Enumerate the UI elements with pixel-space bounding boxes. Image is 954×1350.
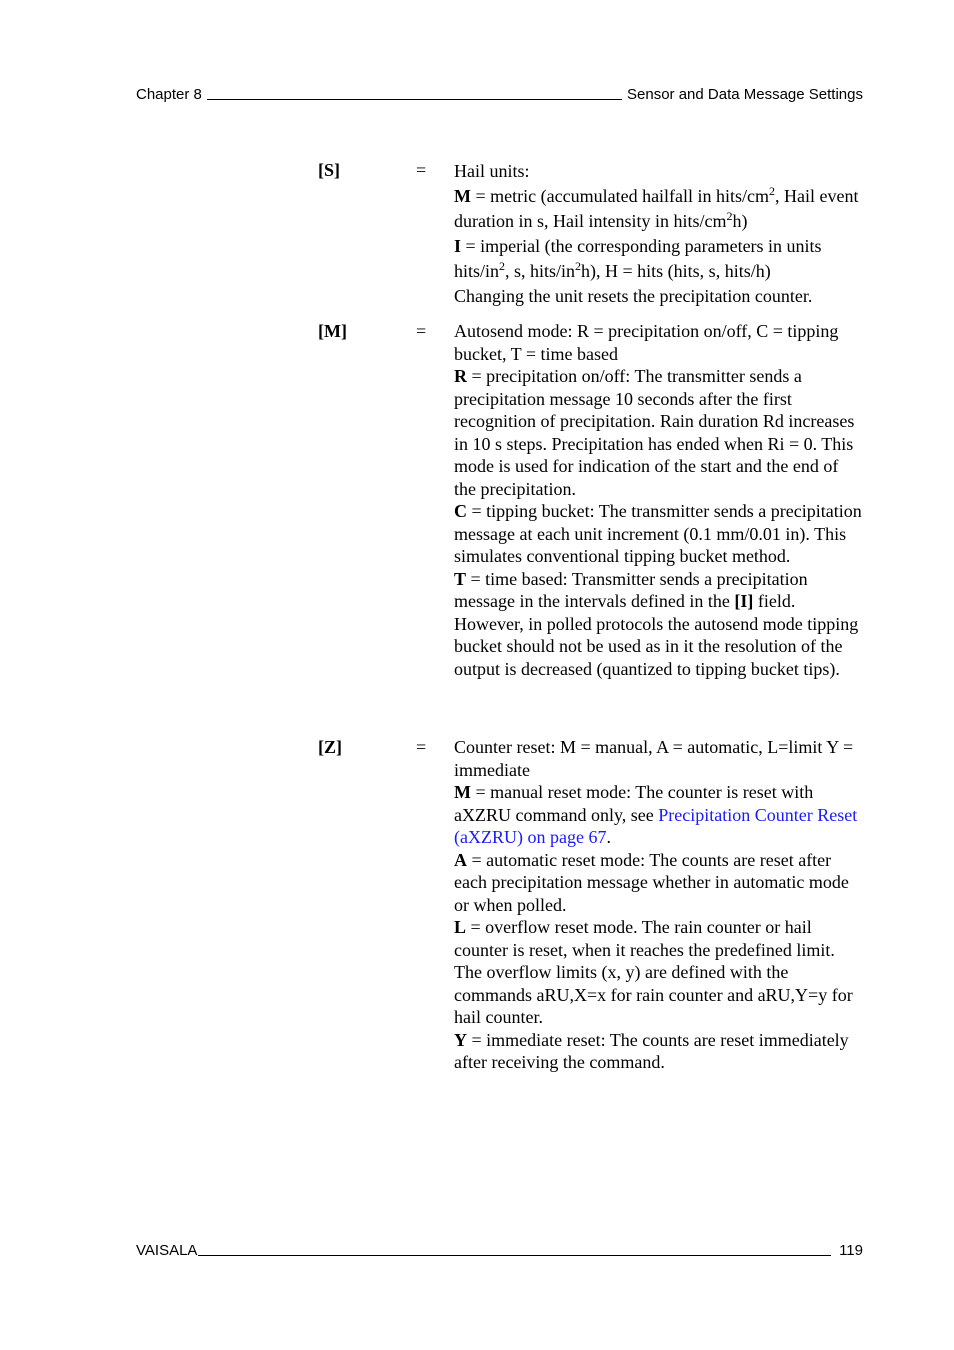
entry-description [454,736,864,1074]
brand-label: VAISALA [136,1242,198,1259]
entry-summary: Hail units: [454,161,530,181]
option-c: C = tipping bucket: The transmitter sends a precipitation message at each unit increment (0.1 mm/0.01 in). This simulates conventional tipping bucket method. [454,501,862,566]
equals-sign: = [416,160,427,180]
footer-rule [198,1255,831,1256]
option-metric: M = metric (accumulated hailfall in hits/$cm^2$, Hail event duration in s, Hail intensity in hits/$cm^2h$) [454,184,859,231]
chapter-label: Chapter 8 [136,86,202,103]
entry-summary: Counter reset: M = manual, A = automatic, L=limit Y = immediate [454,737,854,780]
equals-sign: = [416,737,427,757]
header-rule [207,99,622,100]
option-t: T = time based: Transmitter sends a precipitation message in the intervals defined in the [I] field. However, in polled protocols the autosend mode tipping bucket should not be used as in it the resolution of the output is decreased (quantized to tipping bucket tips). [454,568,859,679]
page-header [136,86,863,103]
option-limit: L = overflow reset mode. The rain counter or hail counter is reset, when it reaches the predefined limit. The overflow limits (x, y) are defined with the commands aRU,X=x for rain counter and aRU,Y=y for hail counter. [454,917,853,1027]
option-immediate: Y = immediate reset: The counts are reset immediately after receiving the command. [454,1029,849,1072]
chapter-title: Sensor and Data Message Settings [627,86,863,103]
entry-summary: Autosend mode: R = precipitation on/off, C = tipping bucket, T = time based [454,321,839,364]
entry-key: [Z] [318,737,342,757]
equals-sign: = [416,321,427,341]
option-manual: M = manual reset mode: The counter is reset with aXZRU command only, see Precipitation Counter Reset (aXZRU) on page 67. [454,782,858,847]
page-number: 119 [839,1242,863,1259]
cross-reference-link[interactable]: Precipitation Counter Reset (aXZRU) on page 67 [454,804,858,847]
entry-description [454,159,864,309]
entry-key: [M] [318,321,347,341]
option-automatic: A = automatic reset mode: The counts are reset after each precipitation message whether in automatic mode or when polled. [454,849,849,915]
option-imperial: I = imperial (the corresponding parameters in units hits/$in^2$, s, hits/$in^2h$), H = hits (hits, s, hits/h) [454,236,822,281]
entry-note: Changing the unit resets the precipitation counter. [454,286,813,306]
option-r: R = precipitation on/off: The transmitter sends a precipitation message 10 seconds after the first recognition of precipitation. Rain duration Rd increases in 10 s steps. Precipitation has ended when Ri = 0. This mode is used for indication of the start and the end of the precipitation. [454,366,855,499]
entry-description [454,320,864,680]
page-footer [136,1242,863,1259]
entry-key: [S] [318,160,340,180]
